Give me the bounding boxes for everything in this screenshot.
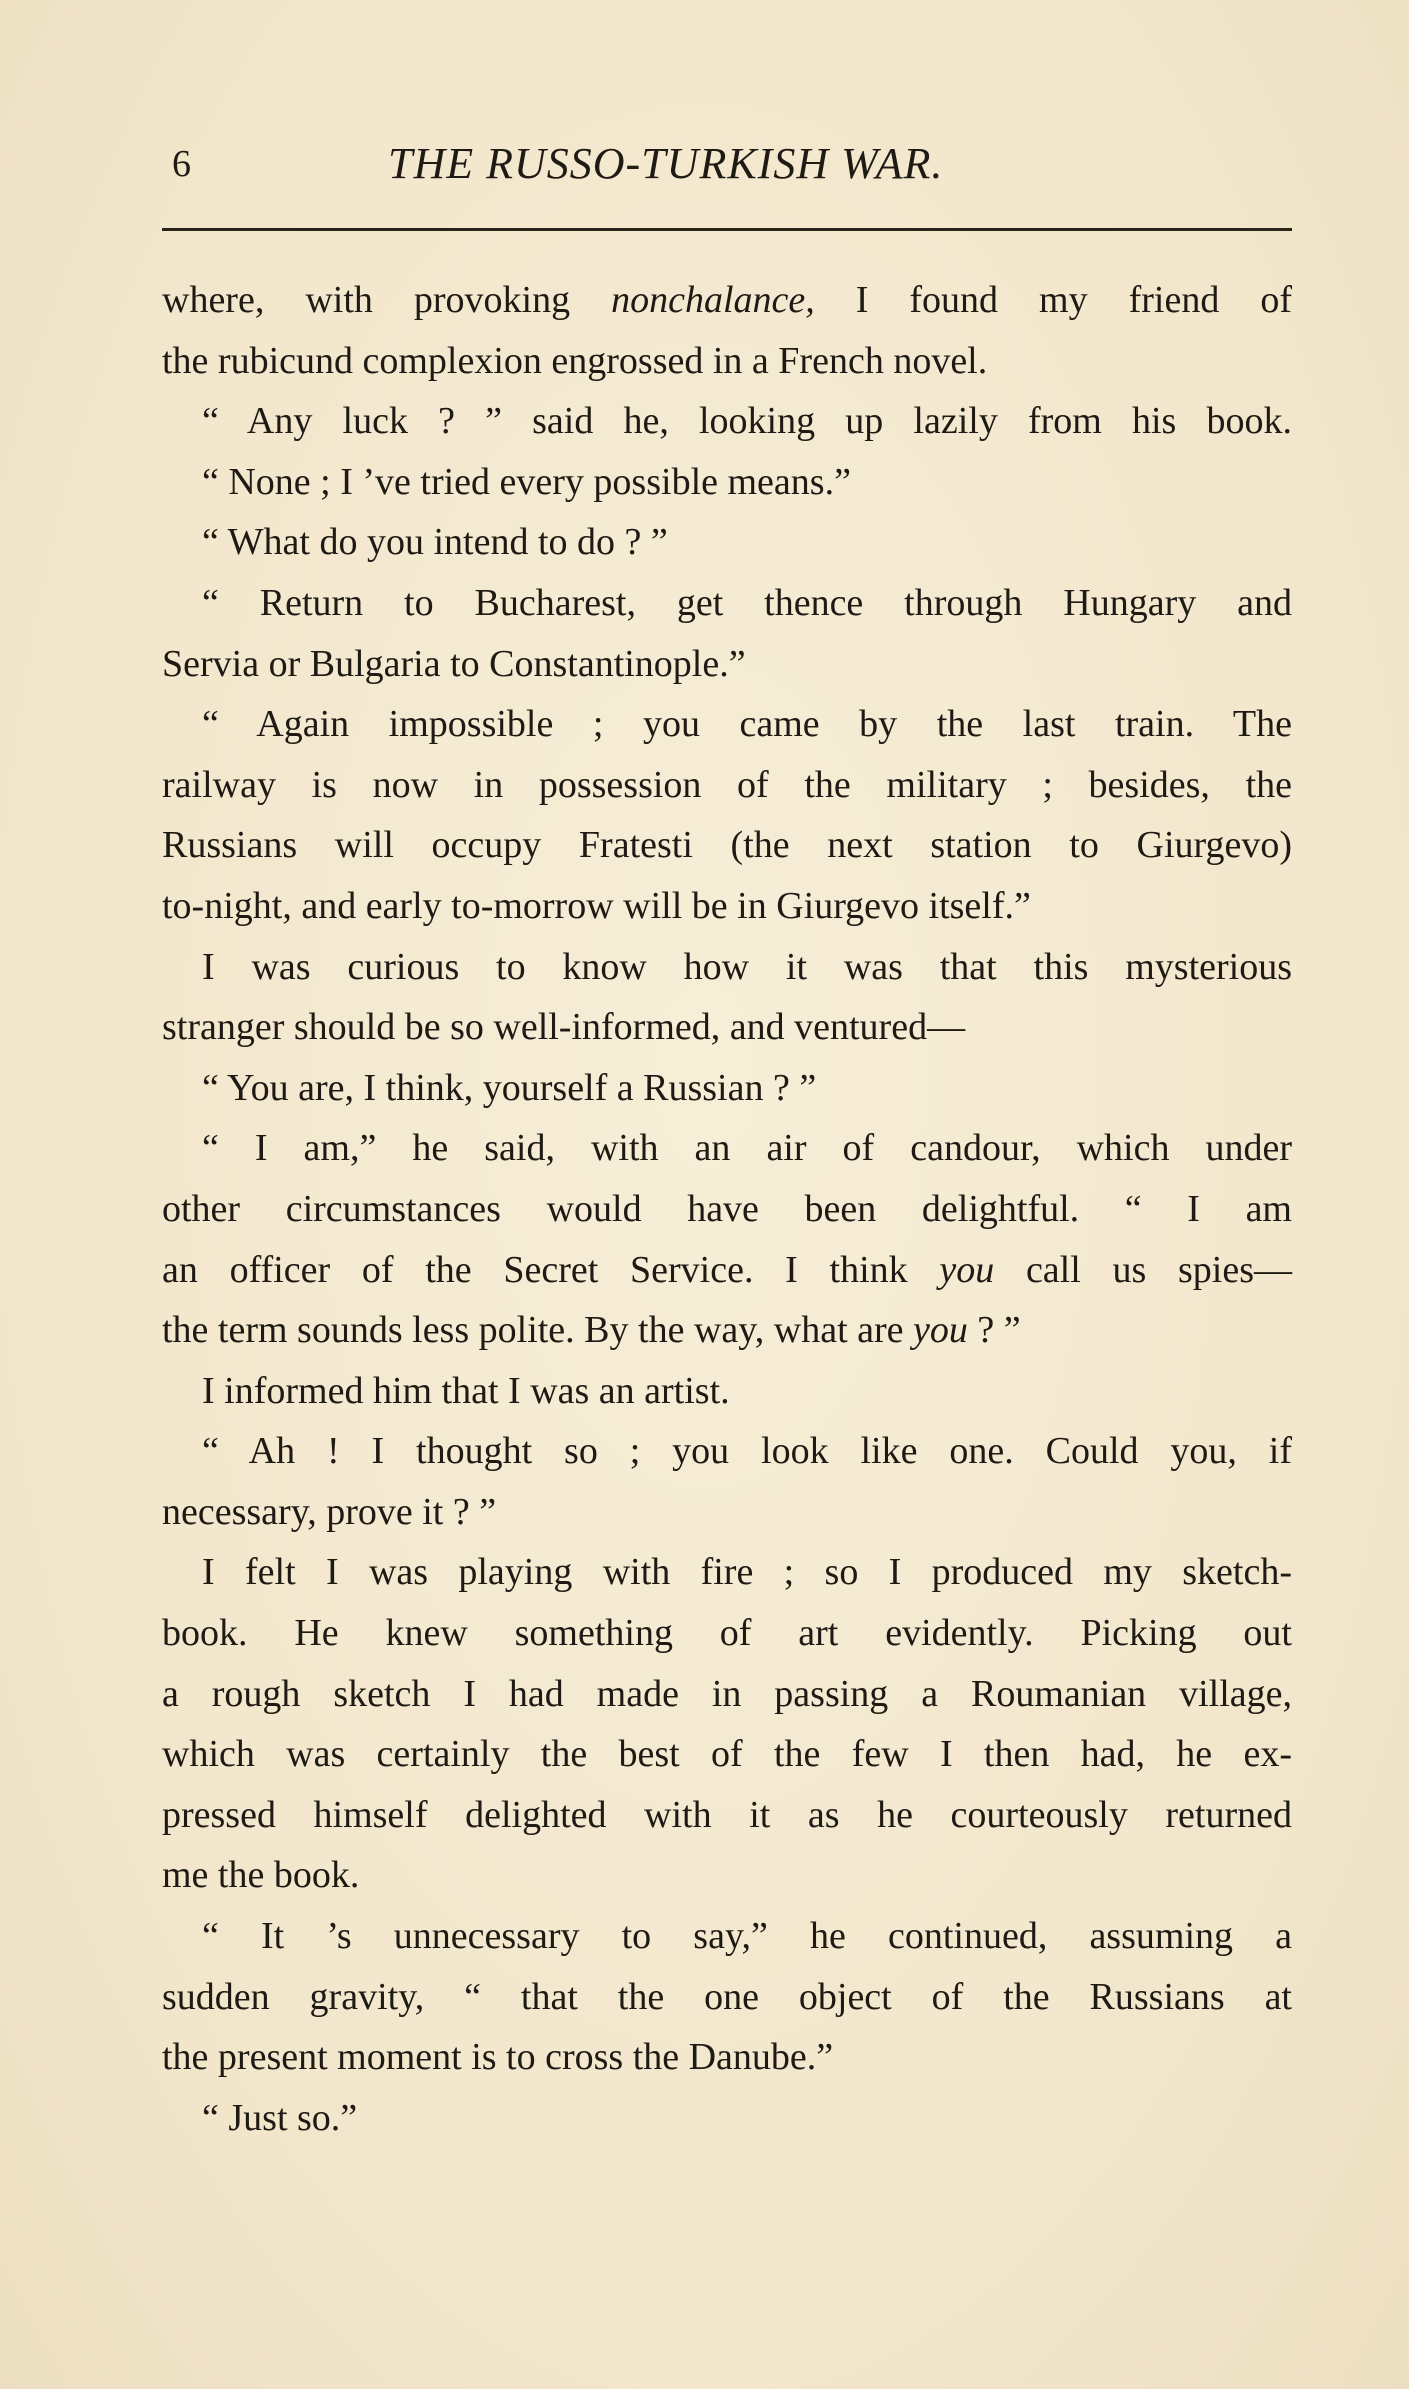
text-line	[162, 997, 1292, 1058]
text-line	[162, 694, 1292, 755]
text-segment: “ It ’s unnecessary to say,” he continued, assuming a	[202, 1915, 1292, 1958]
italic-segment: you	[939, 1248, 995, 1291]
text-line	[162, 1785, 1292, 1846]
text-line	[162, 391, 1292, 452]
text-segment: “ Ah ! I thought so ; you look like one. Could you, if	[202, 1430, 1292, 1473]
text-line	[162, 1967, 1292, 2028]
page-number: 6	[172, 143, 191, 185]
text-segment: I informed him that I was an artist.	[202, 1369, 730, 1412]
text-line	[162, 1240, 1292, 1301]
text-segment: book. He knew something of art evidently. Picking out	[162, 1612, 1292, 1655]
text-line	[162, 1664, 1292, 1725]
text-segment: to-night, and early to-morrow will be in Giurgevo itself.”	[162, 884, 1031, 927]
text-segment: “ Return to Bucharest, get thence through Hungary and	[202, 581, 1292, 624]
text-segment: which was certainly the best of the few I then had, he ex-	[162, 1733, 1292, 1776]
text-line	[162, 512, 1292, 573]
text-segment: railway is now in possession of the military ; besides, the	[162, 763, 1292, 806]
text-segment: “ Just so.”	[202, 2096, 358, 2139]
text-segment: an officer of the Secret Service. I think	[162, 1248, 940, 1291]
text-line	[162, 1058, 1292, 1119]
text-line	[162, 1482, 1292, 1543]
text-segment: I found my friend of	[814, 279, 1292, 321]
text-line	[162, 452, 1292, 513]
text-segment: I felt I was playing with fire ; so I produced my sketch-	[202, 1551, 1292, 1594]
text-segment: other circumstances would have been delightful. “ I am	[162, 1187, 1292, 1230]
italic-segment: nonchalance,	[611, 279, 815, 321]
text-segment: the rubicund complexion engrossed in a French novel.	[162, 339, 988, 382]
running-head	[162, 128, 1292, 188]
text-segment: stranger should be so well-informed, and ventured—	[162, 1006, 966, 1049]
text-line	[162, 2088, 1292, 2149]
header-rule	[162, 228, 1292, 231]
text-segment: “ None ; I ’ve tried every possible means.”	[202, 460, 851, 503]
text-segment: Servia or Bulgaria to Constantinople.”	[162, 642, 746, 685]
text-segment: “ You are, I think, yourself a Russian ? ”	[202, 1066, 817, 1109]
text-line	[162, 1906, 1292, 1967]
text-segment: “ I am,” he said, with an air of candour, which under	[202, 1127, 1292, 1170]
text-line	[162, 815, 1292, 876]
text-segment: “ Any luck ? ” said he, looking up lazily from his book.	[202, 400, 1292, 443]
text-line	[162, 1361, 1292, 1422]
body-text	[162, 270, 1292, 2148]
text-line	[162, 1421, 1292, 1482]
text-segment: Russians will occupy Fratesti (the next station to Giurgevo)	[162, 824, 1292, 867]
running-title: THE RUSSO-TURKISH WAR.	[388, 139, 944, 188]
text-segment: ? ”	[967, 1309, 1021, 1352]
text-line	[162, 1118, 1292, 1179]
text-segment: necessary, prove it ? ”	[162, 1490, 497, 1533]
text-segment: call us spies—	[994, 1248, 1293, 1291]
text-segment: pressed himself delighted with it as he courteously returned	[162, 1793, 1292, 1836]
text-segment: where, with provoking	[162, 279, 612, 321]
text-line	[162, 634, 1292, 695]
text-segment: I was curious to know how it was that this mysterious	[202, 945, 1292, 988]
text-line	[162, 573, 1292, 634]
text-line	[162, 1724, 1292, 1785]
text-segment: the term sounds less polite. By the way, what are	[162, 1309, 914, 1352]
italic-segment: you	[913, 1309, 968, 1352]
text-line	[162, 1603, 1292, 1664]
text-segment: sudden gravity, “ that the one object of the Russians at	[162, 1975, 1292, 2018]
text-line	[162, 331, 1292, 392]
text-line	[162, 270, 1292, 331]
text-segment: a rough sketch I had made in passing a Roumanian village,	[162, 1672, 1292, 1715]
text-line	[162, 1845, 1292, 1906]
text-line	[162, 1542, 1292, 1603]
text-segment: the present moment is to cross the Danube.”	[162, 2036, 834, 2079]
text-segment: me the book.	[162, 1854, 360, 1897]
text-segment: “ Again impossible ; you came by the last train. The	[202, 703, 1292, 746]
text-line	[162, 1179, 1292, 1240]
text-line	[162, 755, 1292, 816]
text-line	[162, 876, 1292, 937]
text-line	[162, 2027, 1292, 2088]
text-line	[162, 937, 1292, 998]
text-segment: “ What do you intend to do ? ”	[202, 521, 668, 564]
text-line	[162, 1300, 1292, 1361]
